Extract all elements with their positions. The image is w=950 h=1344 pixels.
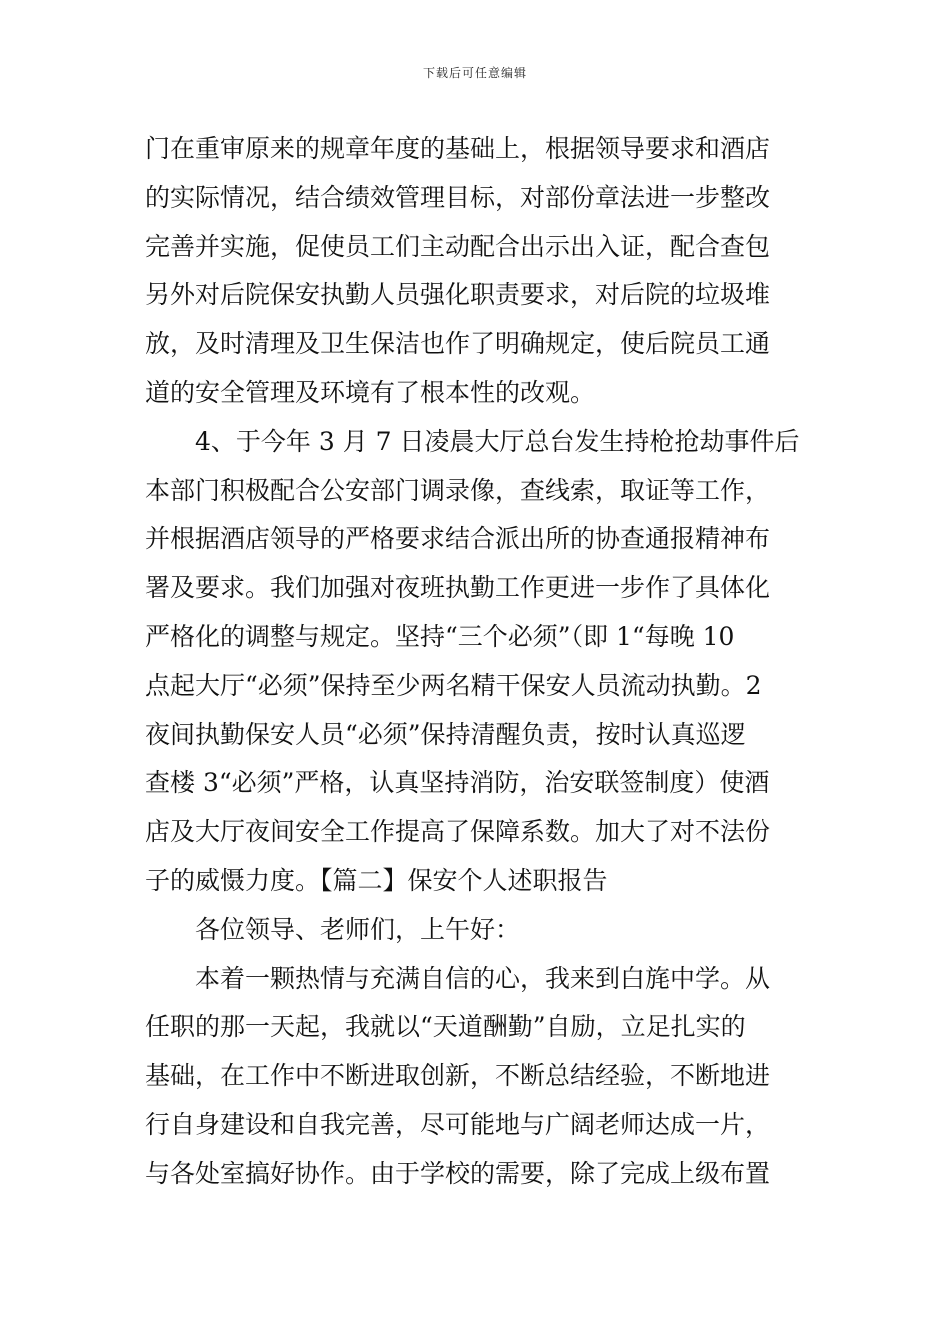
page-header: 下载后可任意编辑 [422, 66, 527, 80]
text-line: 任职的那一天起，我就以“天道酬勤”自励，立足扎实的 [145, 1012, 746, 1042]
document-body [145, 125, 815, 1199]
text-line: 夜间执勤保安人员“必须”保持清醒负责，按时认真巡逻 [145, 719, 746, 749]
text-line: 严格化的调整与规定。坚持“三个必须”（即 1“每晚 10 [145, 621, 735, 651]
text-line: 门在重审原来的规章年度的基础上，根据领导要求和酒店 [145, 134, 771, 163]
text-line: 查楼 3“必须”严格，认真坚持消防，治安联签制度）使酒 [145, 768, 770, 798]
text-line: 完善并实施，促使员工们主动配合出示出入证，配合查包 [145, 231, 771, 261]
text-line: 本着一颗热情与充满自信的心，我来到白旄中学。从 [195, 963, 771, 993]
text-line: 放，及时清理及卫生保洁也作了明确规定，使后院员工通 [145, 329, 771, 359]
text-line: 并根据酒店领导的严格要求结合派出所的协查通报精神布 [145, 524, 771, 554]
text-line: 行自身建设和自我完善，尽可能地与广阔老师达成一片， [145, 1109, 771, 1139]
text-line: 各位领导、老师们，上午好： [195, 914, 521, 944]
text-line: 子的威慑力度。【篇二】保安个人述职报告 [145, 865, 608, 895]
text-line: 4、于今年 3 月 7 日凌晨大厅总台发生持枪抢劫事件后 [195, 426, 800, 456]
text-line: 的实际情况，结合绩效管理目标，对部份章法进一步整改 [145, 182, 771, 212]
text-line: 店及大厅夜间安全工作提高了保障系数。加大了对不法份 [145, 817, 771, 847]
text-line: 本部门积极配合公安部门调录像，查线索，取证等工作， [145, 475, 771, 505]
text-line: 与各处室搞好协作。由于学校的需要，除了完成上级布置 [145, 1158, 771, 1188]
text-line: 基础，在工作中不断进取创新，不断总结经验，不断地进 [145, 1061, 771, 1091]
text-line: 道的安全管理及环境有了根本性的改观。 [145, 377, 596, 407]
text-line: 署及要求。我们加强对夜班执勤工作更进一步作了具体化 [145, 573, 771, 603]
text-line: 另外对后院保安执勤人员强化职责要求，对后院的垃圾堆 [145, 280, 771, 310]
text-line: 点起大厅“必须”保持至少两名精干保安人员流动执勤。2 [145, 670, 762, 700]
